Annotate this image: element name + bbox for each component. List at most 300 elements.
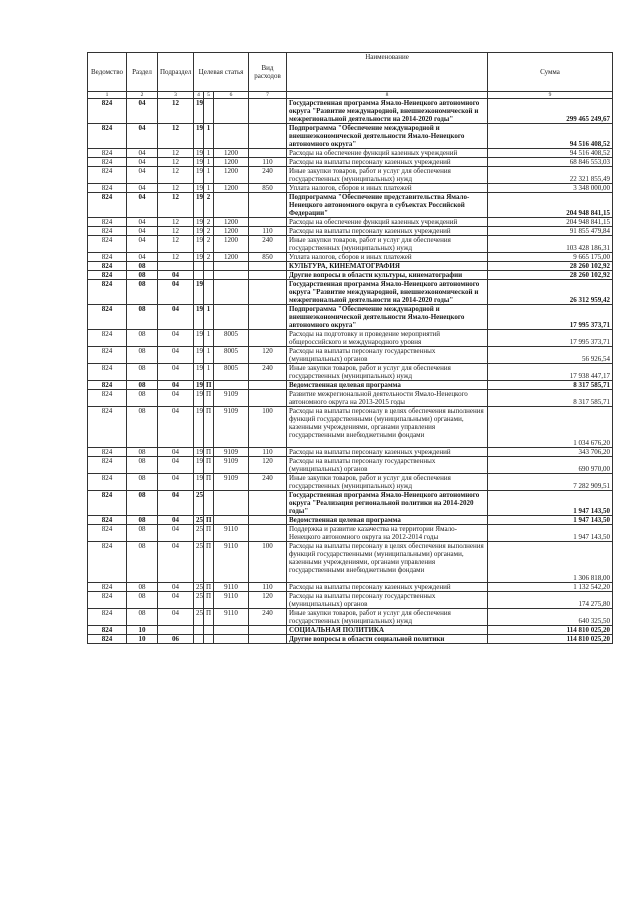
cell-sum: 26 312 959,42	[488, 280, 613, 305]
cell-podrazdel: 04	[158, 457, 194, 474]
cell-celevaya-1: 25	[194, 592, 204, 609]
table-row	[88, 347, 613, 364]
cell-celevaya-3: 9110	[214, 592, 249, 609]
header-vid: Вид расходов	[249, 53, 287, 92]
cell-celevaya-3: 1200	[214, 184, 249, 193]
cell-celevaya-3: 9109	[214, 407, 249, 448]
cell-sum: 56 926,54	[488, 347, 613, 364]
column-number-row	[88, 92, 613, 99]
cell-razdel: 08	[127, 592, 158, 609]
cell-celevaya-3	[214, 635, 249, 644]
cell-celevaya-3	[214, 124, 249, 149]
cell-name: Государственная программа Ямало-Ненецкого автономного округа "Развитие международной, внешнеэкономической и межрегиональной деятельности на 2014-2020 годы"	[287, 99, 488, 124]
cell-celevaya-1	[194, 635, 204, 644]
cell-celevaya-3: 1200	[214, 218, 249, 227]
cell-sum: 343 706,20	[488, 448, 613, 457]
cell-celevaya-3: 9109	[214, 390, 249, 407]
cell-celevaya-3: 1200	[214, 167, 249, 184]
cell-sum: 91 855 479,84	[488, 227, 613, 236]
cell-razdel: 08	[127, 583, 158, 592]
cell-sum: 174 275,80	[488, 592, 613, 609]
cell-celevaya-2: 1	[204, 184, 214, 193]
cell-celevaya-3	[214, 626, 249, 635]
cell-podrazdel: 04	[158, 609, 194, 626]
cell-celevaya-1: 19	[194, 381, 204, 390]
colnum: 4	[194, 92, 204, 99]
cell-razdel: 08	[127, 474, 158, 491]
cell-podrazdel: 04	[158, 280, 194, 305]
cell-podrazdel: 04	[158, 448, 194, 457]
cell-celevaya-2: П	[204, 609, 214, 626]
cell-vedomstvo: 824	[88, 609, 127, 626]
cell-celevaya-2	[204, 626, 214, 635]
cell-vedomstvo: 824	[88, 583, 127, 592]
cell-celevaya-2: 1	[204, 167, 214, 184]
cell-vedomstvo: 824	[88, 448, 127, 457]
cell-razdel: 04	[127, 99, 158, 124]
cell-podrazdel: 04	[158, 474, 194, 491]
table-row	[88, 158, 613, 167]
table-row	[88, 330, 613, 347]
cell-celevaya-1: 19	[194, 218, 204, 227]
cell-vid-rashodov	[249, 149, 287, 158]
cell-name: Иные закупки товаров, работ и услуг для обеспечения государственных (муниципальных) нужд	[287, 236, 488, 253]
cell-name: Другие вопросы в области культуры, кинематографии	[287, 271, 488, 280]
cell-celevaya-2	[204, 99, 214, 124]
cell-razdel: 08	[127, 305, 158, 330]
cell-razdel: 08	[127, 407, 158, 448]
cell-sum: 94 516 408,52	[488, 124, 613, 149]
cell-sum: 1 947 143,50	[488, 525, 613, 542]
cell-razdel: 08	[127, 347, 158, 364]
cell-podrazdel: 04	[158, 347, 194, 364]
cell-razdel: 10	[127, 626, 158, 635]
cell-celevaya-3: 1200	[214, 149, 249, 158]
cell-sum: 103 428 186,31	[488, 236, 613, 253]
cell-celevaya-3	[214, 305, 249, 330]
cell-sum: 28 260 102,92	[488, 262, 613, 271]
cell-sum: 1 306 818,00	[488, 542, 613, 583]
table-row	[88, 236, 613, 253]
cell-celevaya-3: 1200	[214, 158, 249, 167]
cell-sum: 22 321 855,49	[488, 167, 613, 184]
cell-razdel: 04	[127, 184, 158, 193]
table-row	[88, 227, 613, 236]
cell-vid-rashodov	[249, 193, 287, 218]
cell-celevaya-2: П	[204, 542, 214, 583]
cell-razdel: 08	[127, 609, 158, 626]
cell-celevaya-1: 19	[194, 236, 204, 253]
cell-celevaya-2: 1	[204, 347, 214, 364]
cell-sum: 114 810 025,20	[488, 626, 613, 635]
colnum: 2	[127, 92, 158, 99]
cell-sum: 94 516 408,52	[488, 149, 613, 158]
cell-sum: 68 846 553,03	[488, 158, 613, 167]
cell-celevaya-1: 19	[194, 305, 204, 330]
cell-podrazdel: 04	[158, 542, 194, 583]
cell-name: Расходы на выплаты персоналу в целях обеспечения выполнения функций государственными (муниципальными) органами, казенными учреждениями, органами управления государственными внебюджетными фондами	[287, 542, 488, 583]
cell-name: Иные закупки товаров, работ и услуг для обеспечения государственных (муниципальных) нужд	[287, 609, 488, 626]
cell-celevaya-1: 19	[194, 99, 204, 124]
cell-name: Расходы на обеспечение функций казенных учреждений	[287, 218, 488, 227]
cell-razdel: 04	[127, 218, 158, 227]
table-row	[88, 262, 613, 271]
budget-table-page	[87, 52, 612, 644]
cell-podrazdel: 04	[158, 330, 194, 347]
table-row	[88, 184, 613, 193]
cell-vid-rashodov	[249, 491, 287, 516]
cell-name: Поддержка и развитие казачества на территории Ямало-Ненецкого автономного округа на 2012-2014 годы	[287, 525, 488, 542]
cell-celevaya-3: 9110	[214, 542, 249, 583]
cell-podrazdel: 12	[158, 253, 194, 262]
cell-celevaya-2	[204, 635, 214, 644]
cell-podrazdel: 12	[158, 149, 194, 158]
cell-celevaya-1: 19	[194, 457, 204, 474]
cell-podrazdel: 04	[158, 407, 194, 448]
cell-vid-rashodov	[249, 635, 287, 644]
cell-podrazdel: 04	[158, 390, 194, 407]
cell-vedomstvo: 824	[88, 457, 127, 474]
header-row	[88, 53, 613, 92]
cell-vedomstvo: 824	[88, 262, 127, 271]
cell-celevaya-1: 25	[194, 583, 204, 592]
table-row	[88, 457, 613, 474]
cell-sum: 17 995 373,71	[488, 330, 613, 347]
cell-razdel: 04	[127, 227, 158, 236]
table-row	[88, 381, 613, 390]
cell-celevaya-3	[214, 516, 249, 525]
cell-celevaya-2: 1	[204, 158, 214, 167]
cell-podrazdel	[158, 262, 194, 271]
cell-celevaya-3: 8005	[214, 364, 249, 381]
cell-celevaya-2	[204, 271, 214, 280]
cell-vedomstvo: 824	[88, 271, 127, 280]
cell-razdel: 08	[127, 381, 158, 390]
table-row	[88, 253, 613, 262]
cell-name: Расходы на выплаты персоналу государственных (муниципальных) органов	[287, 592, 488, 609]
cell-celevaya-2: 1	[204, 305, 214, 330]
cell-razdel: 04	[127, 158, 158, 167]
cell-celevaya-3: 9110	[214, 583, 249, 592]
cell-razdel: 08	[127, 542, 158, 583]
cell-celevaya-2: 1	[204, 149, 214, 158]
cell-vid-rashodov: 240	[249, 236, 287, 253]
cell-celevaya-1: 19	[194, 347, 204, 364]
cell-celevaya-1: 25	[194, 609, 204, 626]
cell-celevaya-2: П	[204, 448, 214, 457]
cell-celevaya-3: 9110	[214, 609, 249, 626]
header-name: Наименование	[287, 53, 488, 92]
cell-podrazdel: 04	[158, 381, 194, 390]
table-row	[88, 390, 613, 407]
cell-vedomstvo: 824	[88, 236, 127, 253]
cell-razdel: 04	[127, 167, 158, 184]
cell-vedomstvo: 824	[88, 158, 127, 167]
table-row	[88, 448, 613, 457]
colnum: 1	[88, 92, 127, 99]
cell-celevaya-2: 2	[204, 236, 214, 253]
cell-vid-rashodov	[249, 280, 287, 305]
cell-vid-rashodov: 120	[249, 347, 287, 364]
cell-vedomstvo: 824	[88, 525, 127, 542]
cell-vedomstvo: 824	[88, 218, 127, 227]
cell-vedomstvo: 824	[88, 474, 127, 491]
cell-celevaya-3	[214, 262, 249, 271]
cell-celevaya-1: 19	[194, 149, 204, 158]
cell-celevaya-1	[194, 262, 204, 271]
cell-name: Развитие межрегиональной деятельности Ямало-Ненецкого автономного округа на 2013-2015 годы	[287, 390, 488, 407]
cell-celevaya-3	[214, 491, 249, 516]
cell-celevaya-3: 8005	[214, 330, 249, 347]
cell-podrazdel: 06	[158, 635, 194, 644]
cell-sum: 28 260 102,92	[488, 271, 613, 280]
cell-vedomstvo: 824	[88, 280, 127, 305]
table-row	[88, 305, 613, 330]
table-row	[88, 167, 613, 184]
cell-vedomstvo: 824	[88, 592, 127, 609]
cell-celevaya-1: 19	[194, 448, 204, 457]
cell-vedomstvo: 824	[88, 305, 127, 330]
cell-celevaya-3: 9109	[214, 474, 249, 491]
cell-name: Иные закупки товаров, работ и услуг для обеспечения государственных (муниципальных) нужд	[287, 364, 488, 381]
cell-celevaya-3	[214, 280, 249, 305]
header-vedomstvo: Ведомство	[88, 53, 127, 92]
cell-name: Расходы на выплаты персоналу казенных учреждений	[287, 583, 488, 592]
cell-podrazdel: 04	[158, 525, 194, 542]
cell-celevaya-1: 19	[194, 184, 204, 193]
table-row	[88, 271, 613, 280]
cell-vedomstvo: 824	[88, 99, 127, 124]
table-row	[88, 407, 613, 448]
budget-table	[87, 52, 613, 644]
cell-razdel: 04	[127, 193, 158, 218]
colnum: 8	[287, 92, 488, 99]
cell-razdel: 08	[127, 491, 158, 516]
header-razdel: Раздел	[127, 53, 158, 92]
table-row	[88, 626, 613, 635]
cell-vedomstvo: 824	[88, 184, 127, 193]
cell-vid-rashodov: 100	[249, 407, 287, 448]
cell-name: СОЦИАЛЬНАЯ ПОЛИТИКА	[287, 626, 488, 635]
cell-vedomstvo: 824	[88, 364, 127, 381]
cell-celevaya-2: 2	[204, 193, 214, 218]
cell-vid-rashodov: 240	[249, 474, 287, 491]
cell-celevaya-3	[214, 381, 249, 390]
cell-celevaya-2: П	[204, 457, 214, 474]
cell-celevaya-2: П	[204, 381, 214, 390]
cell-podrazdel: 12	[158, 236, 194, 253]
cell-sum: 299 465 249,67	[488, 99, 613, 124]
cell-razdel: 08	[127, 525, 158, 542]
table-row	[88, 149, 613, 158]
cell-razdel: 08	[127, 280, 158, 305]
cell-name: Иные закупки товаров, работ и услуг для обеспечения государственных (муниципальных) нужд	[287, 167, 488, 184]
cell-celevaya-2: П	[204, 592, 214, 609]
table-row	[88, 635, 613, 644]
cell-celevaya-1: 25	[194, 491, 204, 516]
cell-celevaya-2: П	[204, 516, 214, 525]
cell-name: Расходы на выплаты персоналу государственных (муниципальных) органов	[287, 347, 488, 364]
cell-sum: 9 665 175,00	[488, 253, 613, 262]
cell-sum: 3 348 000,00	[488, 184, 613, 193]
cell-celevaya-3	[214, 99, 249, 124]
table-row	[88, 516, 613, 525]
cell-vedomstvo: 824	[88, 193, 127, 218]
cell-podrazdel: 12	[158, 218, 194, 227]
cell-sum: 1 947 143,50	[488, 516, 613, 525]
cell-celevaya-2: П	[204, 390, 214, 407]
cell-razdel: 04	[127, 149, 158, 158]
table-body	[88, 99, 613, 644]
cell-celevaya-2	[204, 491, 214, 516]
cell-vid-rashodov: 100	[249, 542, 287, 583]
cell-podrazdel: 04	[158, 305, 194, 330]
cell-vid-rashodov: 240	[249, 364, 287, 381]
cell-celevaya-1: 19	[194, 167, 204, 184]
cell-sum: 17 995 373,71	[488, 305, 613, 330]
cell-name: Расходы на подготовку и проведение мероприятий общероссийского и международного уровня	[287, 330, 488, 347]
cell-name: Государственная программа Ямало-Ненецкого автономного округа "Реализация региональной политики на 2014-2020 годы"	[287, 491, 488, 516]
cell-celevaya-2: 1	[204, 330, 214, 347]
cell-razdel: 08	[127, 330, 158, 347]
cell-vedomstvo: 824	[88, 542, 127, 583]
cell-vid-rashodov	[249, 626, 287, 635]
cell-name: Другие вопросы в области социальной политики	[287, 635, 488, 644]
cell-celevaya-2: П	[204, 525, 214, 542]
cell-celevaya-1: 19	[194, 193, 204, 218]
cell-celevaya-2	[204, 280, 214, 305]
header-podrazdel: Подраздел	[158, 53, 194, 92]
table-row	[88, 491, 613, 516]
cell-celevaya-3: 8005	[214, 347, 249, 364]
cell-celevaya-3: 1200	[214, 236, 249, 253]
cell-razdel: 08	[127, 448, 158, 457]
cell-name: Расходы на выплаты персоналу казенных учреждений	[287, 158, 488, 167]
cell-podrazdel: 12	[158, 227, 194, 236]
table-row	[88, 542, 613, 583]
cell-sum: 690 970,00	[488, 457, 613, 474]
cell-name: Уплата налогов, сборов и иных платежей	[287, 184, 488, 193]
colnum: 3	[158, 92, 194, 99]
cell-celevaya-1: 19	[194, 364, 204, 381]
cell-razdel: 08	[127, 271, 158, 280]
cell-vid-rashodov: 240	[249, 609, 287, 626]
cell-sum: 640 325,50	[488, 609, 613, 626]
colnum: 7	[249, 92, 287, 99]
cell-vid-rashodov: 110	[249, 448, 287, 457]
cell-name: Расходы на выплаты персоналу в целях обеспечения выполнения функций государственными (муниципальными) органами, казенными учреждениями, органами управления государственными внебюджетными фондами	[287, 407, 488, 448]
colnum: 6	[214, 92, 249, 99]
cell-vid-rashodov: 110	[249, 583, 287, 592]
cell-vid-rashodov: 110	[249, 227, 287, 236]
cell-celevaya-3: 1200	[214, 253, 249, 262]
cell-name: Расходы на выплаты персоналу государственных (муниципальных) органов	[287, 457, 488, 474]
cell-celevaya-2: 2	[204, 253, 214, 262]
cell-podrazdel: 04	[158, 592, 194, 609]
cell-razdel: 08	[127, 262, 158, 271]
cell-name: Расходы на обеспечение функций казенных учреждений	[287, 149, 488, 158]
cell-celevaya-2: П	[204, 474, 214, 491]
cell-name: Расходы на выплаты персоналу казенных учреждений	[287, 227, 488, 236]
cell-name: Ведомственная целевая программа	[287, 381, 488, 390]
cell-sum: 8 317 585,71	[488, 381, 613, 390]
cell-vid-rashodov: 850	[249, 184, 287, 193]
cell-celevaya-3	[214, 193, 249, 218]
cell-razdel: 08	[127, 457, 158, 474]
cell-name: Подпрограмма "Обеспечение международной и внешнеэкономической деятельности Ямало-Ненецкого автономного округа"	[287, 124, 488, 149]
cell-podrazdel: 12	[158, 193, 194, 218]
cell-razdel: 04	[127, 253, 158, 262]
cell-celevaya-1: 25	[194, 542, 204, 583]
cell-celevaya-3: 9110	[214, 525, 249, 542]
cell-celevaya-1: 19	[194, 330, 204, 347]
cell-celevaya-1	[194, 626, 204, 635]
cell-vid-rashodov: 120	[249, 592, 287, 609]
cell-sum: 17 938 447,17	[488, 364, 613, 381]
cell-celevaya-2: П	[204, 583, 214, 592]
cell-podrazdel: 12	[158, 158, 194, 167]
cell-vid-rashodov: 110	[249, 158, 287, 167]
table-row	[88, 99, 613, 124]
cell-celevaya-1: 19	[194, 474, 204, 491]
cell-vid-rashodov	[249, 390, 287, 407]
cell-name: Ведомственная целевая программа	[287, 516, 488, 525]
cell-name: Подпрограмма "Обеспечение международной и внешнеэкономической деятельности Ямало-Ненецкого автономного округа"	[287, 305, 488, 330]
cell-vedomstvo: 824	[88, 390, 127, 407]
cell-vid-rashodov	[249, 124, 287, 149]
cell-celevaya-1: 19	[194, 227, 204, 236]
cell-celevaya-2: 1	[204, 364, 214, 381]
table-row	[88, 474, 613, 491]
cell-vedomstvo: 824	[88, 227, 127, 236]
cell-podrazdel: 04	[158, 516, 194, 525]
cell-celevaya-1: 19	[194, 253, 204, 262]
cell-sum: 1 132 542,20	[488, 583, 613, 592]
cell-sum: 1 034 676,20	[488, 407, 613, 448]
header-celevaya: Целевая статья	[194, 53, 249, 92]
colnum: 5	[204, 92, 214, 99]
cell-celevaya-1: 19	[194, 280, 204, 305]
cell-vedomstvo: 824	[88, 491, 127, 516]
cell-vid-rashodov	[249, 516, 287, 525]
cell-celevaya-3	[214, 271, 249, 280]
cell-vid-rashodov	[249, 305, 287, 330]
cell-vedomstvo: 824	[88, 330, 127, 347]
table-row	[88, 609, 613, 626]
cell-vid-rashodov: 850	[249, 253, 287, 262]
cell-celevaya-2: 2	[204, 227, 214, 236]
cell-razdel: 10	[127, 635, 158, 644]
cell-vedomstvo: 824	[88, 626, 127, 635]
table-row	[88, 525, 613, 542]
table-row	[88, 193, 613, 218]
cell-vid-rashodov: 120	[249, 457, 287, 474]
cell-vedomstvo: 824	[88, 516, 127, 525]
cell-vid-rashodov	[249, 525, 287, 542]
cell-celevaya-1: 19	[194, 124, 204, 149]
cell-vid-rashodov	[249, 381, 287, 390]
cell-vedomstvo: 824	[88, 253, 127, 262]
cell-podrazdel: 12	[158, 124, 194, 149]
cell-podrazdel: 04	[158, 491, 194, 516]
table-row	[88, 583, 613, 592]
table-row	[88, 218, 613, 227]
cell-podrazdel: 12	[158, 99, 194, 124]
cell-vid-rashodov: 240	[249, 167, 287, 184]
cell-celevaya-3: 9109	[214, 448, 249, 457]
cell-podrazdel: 04	[158, 364, 194, 381]
table-row	[88, 364, 613, 381]
